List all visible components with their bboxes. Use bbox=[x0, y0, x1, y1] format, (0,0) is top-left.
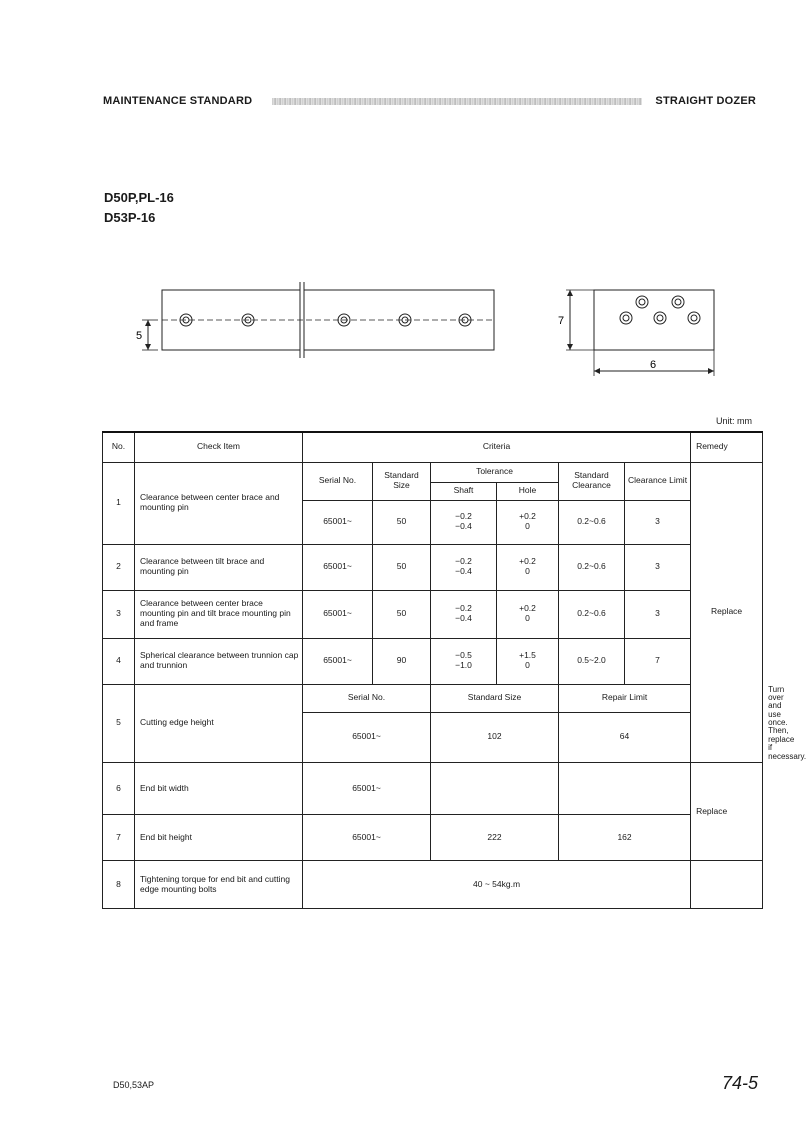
cell-limit: 162 bbox=[559, 815, 691, 861]
cell-size: 50 bbox=[373, 590, 431, 638]
cell-hole: +0.2 0 bbox=[497, 590, 559, 638]
row-item: Clearance between center brace mounting pin and tilt brace mounting pin and frame bbox=[135, 590, 303, 638]
cell-serial: 65001~ bbox=[303, 763, 431, 815]
page-number: 74-5 bbox=[721, 1073, 758, 1093]
cell-size: 222 bbox=[431, 815, 559, 861]
header-left: MAINTENANCE STANDARD bbox=[103, 95, 253, 107]
sub-hole: Hole bbox=[497, 482, 559, 500]
cell-std-clearance: 0.5~2.0 bbox=[559, 638, 625, 684]
row-item: End bit width bbox=[135, 763, 303, 815]
cell-hole: +0.2 0 bbox=[497, 544, 559, 590]
row-no: 5 bbox=[103, 684, 135, 763]
sub2-standard-size: Standard Size bbox=[431, 684, 559, 712]
maintenance-table: No. Check Item Criteria Remedy 1 Clearance between center brace and mounting pin Serial No. Standard Size Tolerance Standard Clearance Clearance Limit Replace Shaft Hole 65001~ 50 −0.2 −0.4 +0.2 0 0.2~0.6 3 2 Clearance between tilt brace and mounting pin 65001~ 50 −0.2 −0.4 +0.2 0 0.2~0.6 3 3 Clearance between center brace mounting pin and tilt brace mounting pin and frame 65001~ 50 −0.2 −0.4 +0.2 0 0.2~0.6 3 4 Spherical clearance between trunnion cap and trunnion 65001~ 90 −0.5 −1.0 +1.5 0 0.5~2.0 7 5 Cutting edge height Serial No. Standard Size Repair Limit Turn over and use once. Then, replace if necessary. 65001~ 102 64 6 End bit width 65001~ Replace 7 End bit height 65001~ 222 162 8 Tightening torque for end bit and cutting edge mounting bolts 40 ~ 54kg.m bbox=[102, 431, 763, 909]
cell-limit: 3 bbox=[625, 590, 691, 638]
row-item: Clearance between center brace and mounting pin bbox=[135, 462, 303, 544]
cell-serial: 65001~ bbox=[303, 712, 431, 762]
col-criteria: Criteria bbox=[303, 432, 691, 462]
model-line-1: D50P,PL-16 bbox=[104, 190, 174, 205]
row-no: 1 bbox=[103, 462, 135, 544]
sub2-repair-limit: Repair Limit bbox=[559, 684, 691, 712]
row-item: Spherical clearance between trunnion cap and trunnion bbox=[135, 638, 303, 684]
cell-size: 50 bbox=[373, 500, 431, 544]
row-item: End bit height bbox=[135, 815, 303, 861]
cell-hole: +0.2 0 bbox=[497, 500, 559, 544]
row-item: Tightening torque for end bit and cutting edge mounting bolts bbox=[135, 861, 303, 909]
cell-limit: 3 bbox=[625, 544, 691, 590]
cell-size: 50 bbox=[373, 544, 431, 590]
cell-limit: 7 bbox=[625, 638, 691, 684]
sub-shaft: Shaft bbox=[431, 482, 497, 500]
dim-width-label: 6 bbox=[650, 359, 657, 371]
header-rule bbox=[272, 98, 642, 105]
col-no: No. bbox=[103, 432, 135, 462]
cell-size: 102 bbox=[431, 712, 559, 762]
row-no: 8 bbox=[103, 861, 135, 909]
cell-limit: 3 bbox=[625, 500, 691, 544]
cell-std-clearance: 0.2~0.6 bbox=[559, 544, 625, 590]
model-line-2: D53P-16 bbox=[104, 210, 156, 225]
blade-diagram bbox=[130, 280, 730, 380]
col-check-item: Check Item bbox=[135, 432, 303, 462]
cell-limit: 64 bbox=[559, 712, 691, 762]
unit-label: Unit: mm bbox=[716, 416, 752, 426]
footer-model: D50,53AP bbox=[113, 1080, 155, 1090]
row-no: 6 bbox=[103, 763, 135, 815]
header-right: STRAIGHT DOZER bbox=[655, 95, 756, 107]
cell-shaft: −0.2 −0.4 bbox=[431, 590, 497, 638]
remedy-replace-2: Replace bbox=[691, 763, 763, 861]
sub2-serial: Serial No. bbox=[303, 684, 431, 712]
cell-torque-value: 40 ~ 54kg.m bbox=[303, 861, 691, 909]
cell-shaft: −0.2 −0.4 bbox=[431, 500, 497, 544]
row-no: 7 bbox=[103, 815, 135, 861]
cell-shaft: −0.5 −1.0 bbox=[431, 638, 497, 684]
cell-std-clearance: 0.2~0.6 bbox=[559, 590, 625, 638]
sub-tolerance: Tolerance bbox=[431, 462, 559, 482]
sub-clearance-limit: Clearance Limit bbox=[625, 462, 691, 500]
cell-serial: 65001~ bbox=[303, 590, 373, 638]
row-no: 4 bbox=[103, 638, 135, 684]
sub-standard-clearance: Standard Clearance bbox=[559, 462, 625, 500]
dim-height-label: 7 bbox=[558, 315, 565, 327]
cell-std-clearance: 0.2~0.6 bbox=[559, 500, 625, 544]
cell-size bbox=[431, 763, 559, 815]
sub-serial: Serial No. bbox=[303, 462, 373, 500]
cell-size: 90 bbox=[373, 638, 431, 684]
cell-serial: 65001~ bbox=[303, 544, 373, 590]
row-no: 3 bbox=[103, 590, 135, 638]
cell-remedy-empty bbox=[691, 861, 763, 909]
dim-left-label: 5 bbox=[136, 330, 143, 342]
cell-shaft: −0.2 −0.4 bbox=[431, 544, 497, 590]
row-item: Clearance between tilt brace and mounting pin bbox=[135, 544, 303, 590]
cell-serial: 65001~ bbox=[303, 815, 431, 861]
cell-hole: +1.5 0 bbox=[497, 638, 559, 684]
row-item: Cutting edge height bbox=[135, 684, 303, 763]
row-no: 2 bbox=[103, 544, 135, 590]
cell-limit bbox=[559, 763, 691, 815]
remedy-replace-1: Replace bbox=[691, 462, 763, 763]
sub-standard-size: Standard Size bbox=[373, 462, 431, 500]
cell-serial: 65001~ bbox=[303, 638, 373, 684]
col-remedy: Remedy bbox=[691, 432, 763, 462]
cell-serial: 65001~ bbox=[303, 500, 373, 544]
